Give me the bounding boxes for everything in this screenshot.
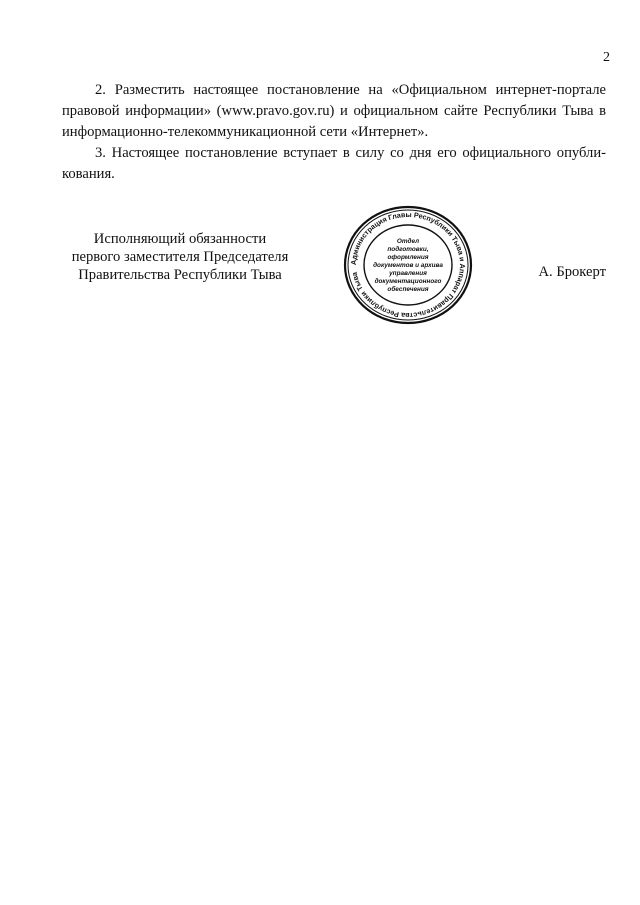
official-stamp-graphic [341,203,475,327]
paragraph-3 [62,143,606,185]
stamp-center-text [373,237,443,293]
stamp-center-line-2: подготовки, [387,246,429,253]
official-stamp [341,203,475,327]
paragraph-2-line-1: 2. Разместить настоящее постановление на «Официальном интернет-портале [95,82,606,98]
paragraph-2-line-3: информационно-телекоммуникационной сети «Интернет». [62,124,429,140]
stamp-center-line-5: управления [389,270,427,277]
stamp-center-line-6: документационного [374,278,442,285]
paragraph-2-line-2: правовой информации» (www.pravo.gov.ru) и официальном сайте Республики Тыва в [62,103,606,119]
signatory-position-line-3: Правительства Республики Тыва [78,267,282,283]
stamp-ring-text: Администрация Главы Республики Тыва и Аппарат Правительства Республики Тыва [348,209,468,321]
paragraph-3-line-1: 3. Настоящее постановление вступает в силу со дня его официального опубли- [95,145,606,161]
stamp-center-line-3: оформления [387,254,429,261]
stamp-center-line-1: Отдел [396,238,420,245]
paragraph-3-line-2: кования. [62,166,115,182]
stamp-center-line-4: документов и архива [373,262,443,269]
signatory-position-line-2: первого заместителя Председателя [71,249,289,265]
document-body [62,80,606,185]
signatory-position-line-1: Исполняющий обязанности [93,231,267,247]
signatory-position [50,230,310,284]
paragraph-2 [62,80,606,143]
signatory-name: А. Брокерт [538,264,606,280]
page-number: 2 [603,50,610,65]
stamp-center-line-7: обеспечения [387,286,429,293]
